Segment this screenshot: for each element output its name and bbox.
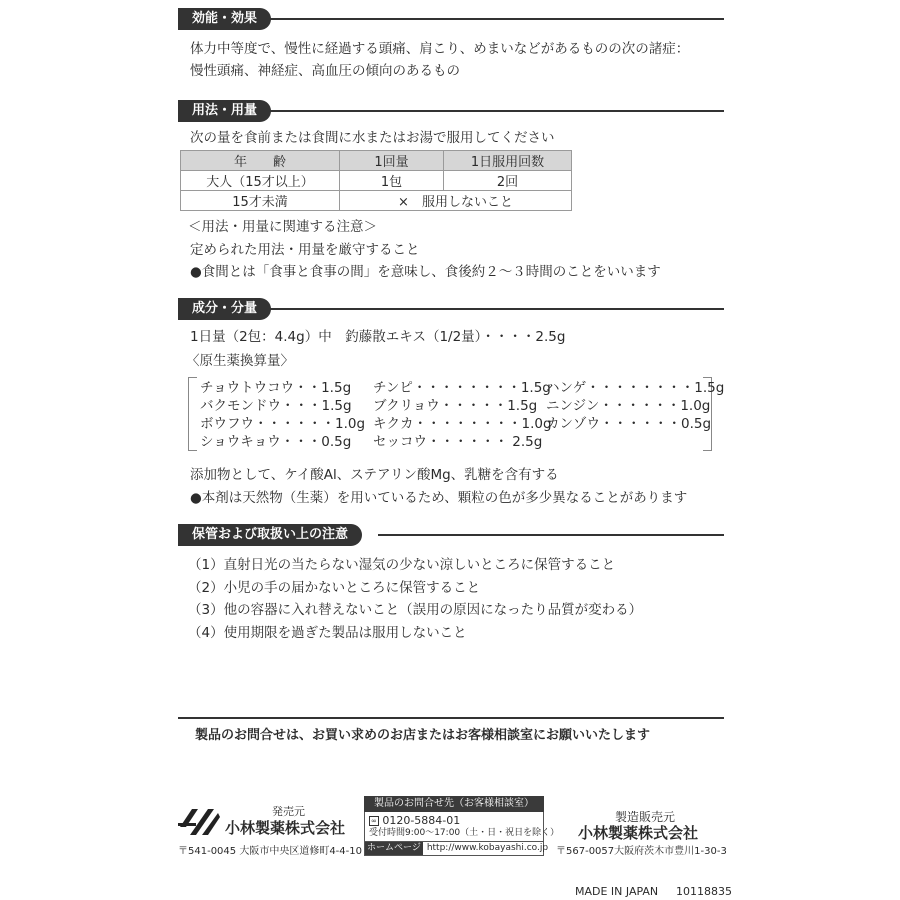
homepage-url[interactable]: http://www.kobayashi.co.jp [426,843,549,853]
table-row [181,191,572,211]
section-rule [378,534,724,536]
table-cell: × 服用しないこと [340,191,572,211]
herb-item: カンゾウ・・・・・・0.5g [546,416,712,432]
table-header-times: 1日服用回数 [444,151,572,171]
ingredients-daily: 1日量（2包：4.4g）中 釣藤散エキス（1/2量）・・・・2.5g [190,329,566,345]
herb-item: ブクリョウ・・・・・1.5g [373,398,538,414]
ingredients-additives: 添加物として、ケイ酸Al、ステアリン酸Mg、乳糖を含有する [190,467,559,483]
seller-label: 発売元 [272,805,305,818]
herb-item: ニンジン・・・・・・1.0g [546,398,711,414]
section-title-ingredients: 成分・分量 [178,298,271,320]
table-cell: 2回 [444,171,572,191]
herb-item: セッコウ・・・・・・ 2.5g [373,434,543,450]
table-cell: 大人（15才以上） [181,171,340,191]
storage-item-1: （1）直射日光の当たらない湿気の少ない涼しいところに保管すること [188,557,616,573]
herb-item: ハンゲ・・・・・・・・1.5g [546,380,725,396]
contact-title: 製品のお問合せ先（お客様相談室） [364,796,544,812]
maker-address: 〒567-0057大阪府茨木市豊川1-30-3 [556,846,727,857]
seller-address: 〒541-0045 大阪市中央区道修町4-4-10 [178,846,362,857]
herb-item: チョウトウコウ・・1.5g [200,380,352,396]
usage-note-title: ＜用法・用量に関連する注意＞ [188,219,377,235]
kobayashi-logo-icon [178,807,220,837]
usage-table [180,150,572,211]
inquiry-text: 製品のお問合せは、お買い求めのお店またはお客様相談室にお願いいたします [195,728,651,743]
contact-box [364,796,560,856]
ingredients-note: ●本剤は天然物（生薬）を用いているため、顆粒の色が多少異なることがあります [190,490,688,506]
seller-name: 小林製薬株式会社 [225,819,346,837]
table-cell: 1包 [340,171,444,191]
effects-line-1: 体力中等度で、慢性に経過する頭痛、肩こり、めまいなどがあるものの次の諸症： [190,41,690,57]
maker-label: 製造販売元 [615,810,676,824]
table-header-row [181,151,572,171]
table-header-dose: 1回量 [340,151,444,171]
product-code: 10118835 [676,885,732,898]
usage-intro: 次の量を食前または食間に水またはお湯で服用してください [190,130,555,146]
maker-name: 小林製薬株式会社 [578,824,699,842]
effects-line-2: 慢性頭痛、神経症、高血圧の傾向のあるもの [190,63,460,79]
herb-item: チンピ・・・・・・・・1.5g [373,380,551,396]
storage-item-4: （4）使用期限を過ぎた製品は服用しないこと [188,625,467,641]
herb-item: キクカ・・・・・・・・1.0g [373,416,552,432]
usage-note-2: ●食間とは「食事と食事の間」を意味し、食後約２～３時間のことをいいます [190,264,661,280]
made-in: MADE IN JAPAN [575,885,659,898]
homepage-label: ホームページ [367,843,421,853]
phone-number: 0120-5884-01 [382,814,461,827]
table-header-age: 年 齢 [181,151,340,171]
divider [178,717,724,719]
herb-item: バクモンドウ・・・1.5g [200,398,352,414]
table-cell: 15才未満 [181,191,340,211]
herb-item: ショウキョウ・・・0.5g [200,434,352,450]
section-title-effects: 効能・効果 [178,8,271,30]
storage-item-3: （3）他の容器に入れ替えないこと（誤用の原因になったり品質が変わる） [188,602,643,618]
section-title-storage: 保管および取扱い上の注意 [178,524,362,546]
homepage-row [364,841,549,856]
section-rule [258,18,724,20]
phone-row [364,812,544,827]
section-title-usage: 用法・用量 [178,100,271,122]
table-row [181,171,572,191]
free-dial-icon: ∞ [371,817,377,825]
section-rule [258,308,724,310]
usage-note-1: 定められた用法・用量を厳守すること [190,242,420,258]
storage-item-2: （2）小児の手の届かないところに保管すること [188,580,481,596]
herb-item: ボウフウ・・・・・・1.0g [200,416,366,432]
ingredients-raw-title: 〈原生薬換算量〉 [186,353,294,369]
section-rule [258,110,724,112]
hours: 受付時間9:00～17:00（土・日・祝日を除く） [364,827,544,841]
